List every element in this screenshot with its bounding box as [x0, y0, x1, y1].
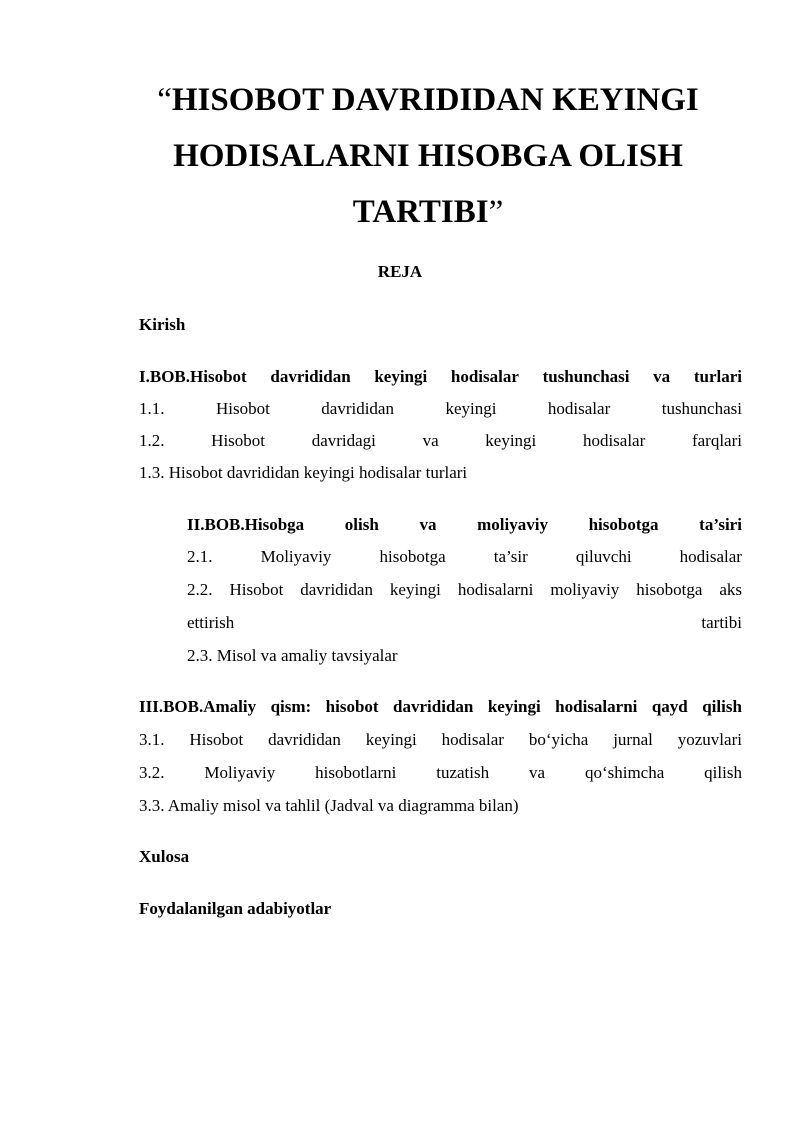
word: 2.2. [187, 580, 213, 599]
word: Moliyaviy [260, 547, 332, 566]
word: 3.2. [139, 763, 165, 782]
word: ta’siri [699, 515, 742, 534]
word: ta’sir [493, 547, 528, 566]
word: davrididan [270, 367, 351, 386]
plan-heading: REJA [377, 262, 423, 281]
title-close-quote: ” [488, 194, 504, 230]
word: aks [719, 580, 742, 599]
word: davrididan [393, 697, 474, 716]
chapter-2-heading [187, 513, 742, 537]
chapter-1-item-2 [139, 429, 742, 453]
chapter-2-item-2-line-2 [187, 611, 742, 635]
word: hisobotga [379, 547, 446, 566]
word: II.BOB.Hisobga [187, 515, 305, 534]
word: hisobotga [636, 580, 703, 599]
word: hodisalarni [457, 580, 534, 599]
word: hodisalarni [555, 697, 638, 716]
word: keyingi [487, 697, 541, 716]
word: III.BOB.Amaliy [139, 697, 257, 716]
word: hodisalar [679, 547, 742, 566]
word: qilish [704, 763, 742, 782]
intro-heading: Kirish [139, 315, 186, 334]
word: yozuvlari [677, 730, 742, 749]
word: qo‘shimcha [584, 763, 665, 782]
word: turlari [693, 367, 742, 386]
word: 1.2. [139, 431, 165, 450]
word: davrididan [268, 730, 341, 749]
word: moliyaviy [477, 515, 548, 534]
word: hodisalar [582, 431, 646, 450]
word: hisobotlarni [315, 763, 397, 782]
conclusion-heading: Xulosa [139, 847, 190, 866]
chapter-3-item-3: 3.3. Amaliy misol va tahlil (Jadval va diagramma bilan) [139, 796, 519, 815]
word: hodisalar [441, 730, 504, 749]
word: I.BOB.Hisobot [139, 367, 247, 386]
word: ettirish [187, 613, 235, 632]
word: keyingi [374, 367, 428, 386]
word: davridagi [311, 431, 376, 450]
word: qism: [270, 697, 312, 716]
word: 3.1. [139, 730, 165, 749]
chapter-1-heading [139, 365, 742, 389]
word: qilish [702, 697, 742, 716]
chapter-1-item-1 [139, 397, 742, 421]
word: tushunchasi [661, 399, 742, 418]
word: Moliyaviy [204, 763, 276, 782]
word: 2.1. [187, 547, 213, 566]
chapter-1-item-3: 1.3. Hisobot davrididan keyingi hodisalar turlari [139, 463, 468, 482]
word: tushunchasi [542, 367, 630, 386]
word: olish [344, 515, 379, 534]
chapter-2-item-1 [187, 545, 742, 569]
word: qayd [651, 697, 688, 716]
word: hodisalar [547, 399, 611, 418]
title-line-1 [100, 72, 756, 128]
word: davrididan [300, 580, 373, 599]
chapter-3-item-1 [139, 728, 742, 752]
title-line-1-text: HISOBOT DAVRIDIDAN KEYINGI [171, 82, 699, 118]
word: keyingi [365, 730, 417, 749]
chapter-2-item-3: 2.3. Misol va amaliy tavsiyalar [187, 646, 398, 665]
chapter-3-item-2 [139, 761, 742, 785]
title-line-2: HODISALARNI HISOBGA OLISH [173, 138, 683, 174]
word: Hisobot [189, 730, 244, 749]
word: hodisalar [450, 367, 519, 386]
word: tuzatish [436, 763, 490, 782]
word: keyingi [445, 399, 497, 418]
title-line-3-text: TARTIBI [352, 194, 489, 230]
word: Hisobot [211, 431, 266, 450]
chapter-2-item-2-line-1 [187, 578, 742, 602]
word: va [529, 763, 546, 782]
word: Hisobot [229, 580, 284, 599]
word: qiluvchi [575, 547, 632, 566]
references-heading: Foydalanilgan adabiyotlar [139, 899, 332, 918]
word: bo‘yicha [528, 730, 589, 749]
word: keyingi [389, 580, 441, 599]
word: keyingi [485, 431, 537, 450]
word: hisobot [325, 697, 379, 716]
word: jurnal [613, 730, 653, 749]
word: va [653, 367, 671, 386]
title-open-quote: “ [157, 82, 172, 118]
word: davrididan [321, 399, 394, 418]
word: va [419, 515, 437, 534]
title-line-3 [100, 184, 756, 240]
word: tartibi [701, 613, 742, 632]
chapter-3-heading [139, 695, 742, 719]
word: moliyaviy [550, 580, 620, 599]
word: va [422, 431, 439, 450]
word: Hisobot [215, 399, 270, 418]
word: farqlari [691, 431, 742, 450]
word: hisobotga [588, 515, 659, 534]
word: 1.1. [139, 399, 165, 418]
document-title [100, 72, 756, 240]
